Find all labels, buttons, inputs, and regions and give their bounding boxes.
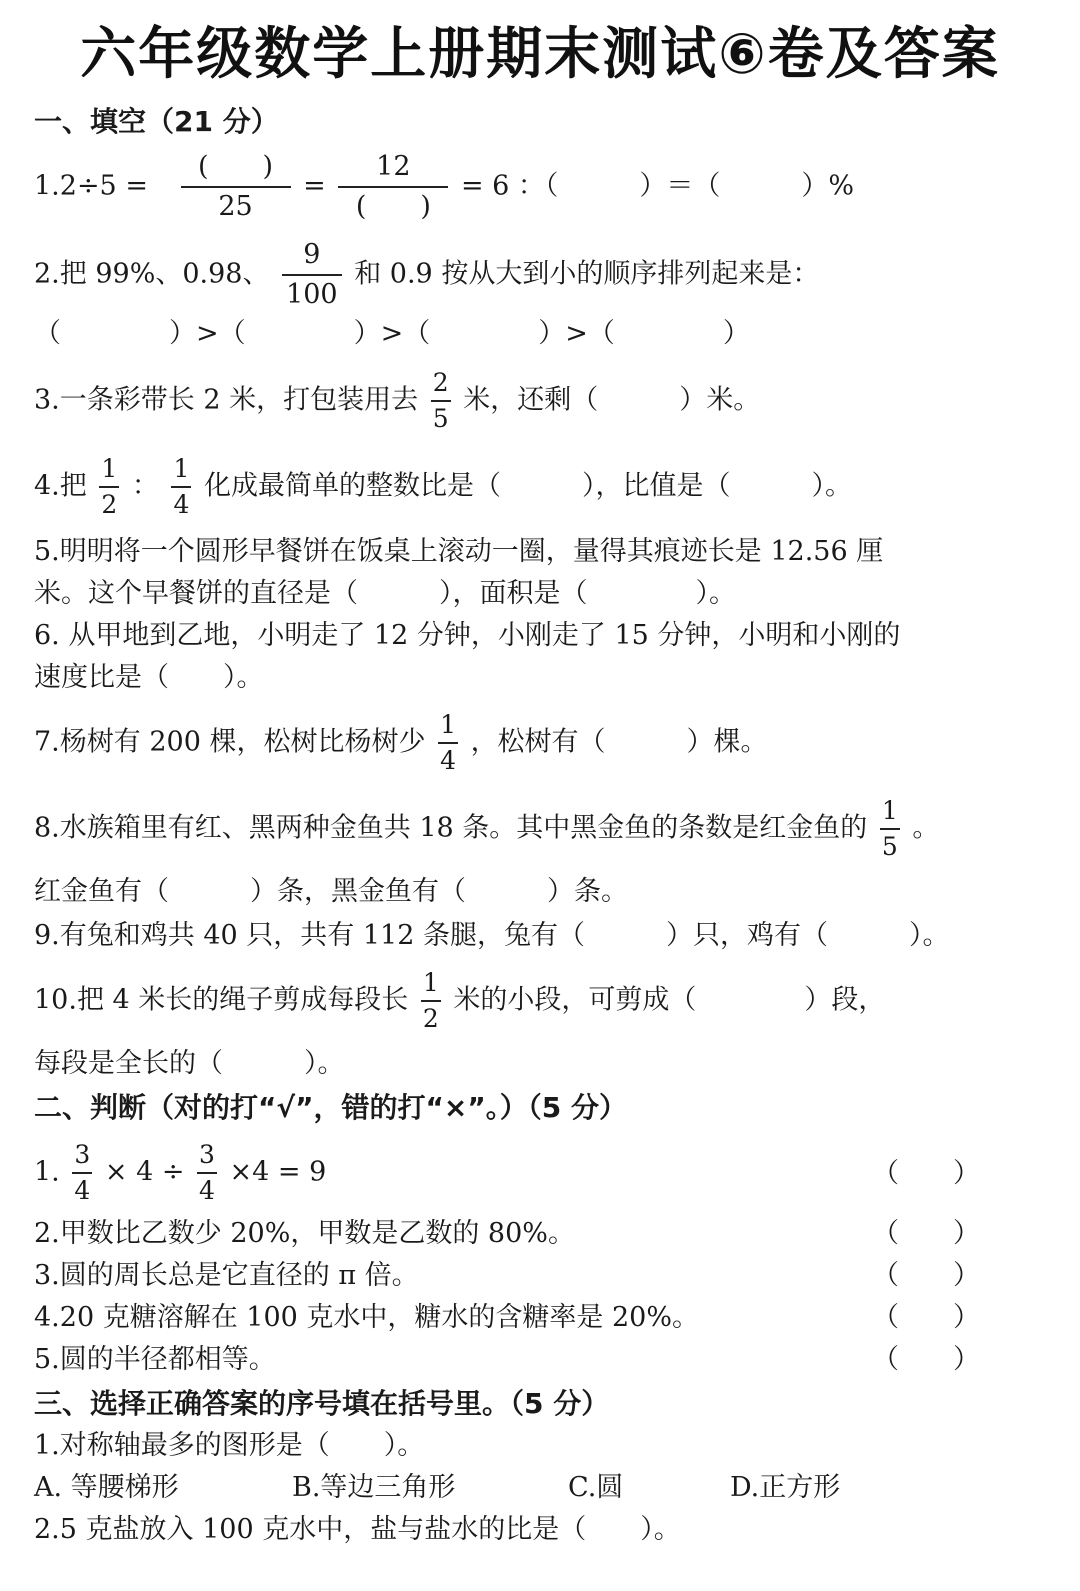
question-1-8: 8.水族箱里有红、黑两种金鱼共 18 条。其中黑金鱼的条数是红金鱼的 $\frac{1}{5}$ 。 — [34, 794, 1052, 864]
answer-blank: （ ） — [872, 1302, 980, 1333]
section3-heading: 三、选择正确答案的序号填在括号里。（5 分） — [34, 1387, 610, 1420]
page-title: 六年级数学上册期末测试⑥卷及答案 — [80, 22, 1000, 87]
question-1-8-line2: 红金鱼有（ ）条，黑金鱼有（ ）条。 — [34, 876, 628, 907]
fraction: $\frac{( )}{25}$ — [181, 148, 291, 226]
question-1-5-line2: 米。这个早餐饼的直径是（ ），面积是（ ）。 — [34, 578, 736, 609]
question-1-6-line2: 速度比是（ ）。 — [34, 662, 264, 693]
judge-item-2: 2.甲数比乙数少 20%，甲数是乙数的 80%。 （ ） — [34, 1216, 1052, 1252]
section2-heading: 二、判断（对的打“√”，错的打“×”。）（5 分） — [34, 1091, 627, 1124]
question-1-9: 9.有兔和鸡共 40 只，共有 112 条腿，兔有（ ）只，鸡有（ ）。 — [34, 920, 950, 951]
question-1-2: 2.把 99%、0.98、 $\frac{9}{100}$ 和 0.9 按从大到小的顺序排列起来是： — [34, 236, 1052, 314]
answer-blank: （ ） — [872, 1260, 980, 1291]
choice-question-2: 2.5 克盐放入 100 克水中，盐与盐水的比是（ ）。 — [34, 1514, 681, 1545]
question-1-7: 7.杨树有 200 棵，松树比杨树少 $\frac{1}{4}$ ，松树有（ ）棵。 — [34, 708, 1052, 778]
option-c: C.圆 — [568, 1472, 624, 1503]
fraction: $\frac{3}{4}$ — [199, 1140, 215, 1205]
question-1-5-line1: 5.明明将一个圆形早餐饼在饭桌上滚动一圈，量得其痕迹长是 12.56 厘 — [34, 536, 884, 567]
option-a: A. 等腰梯形 — [34, 1472, 179, 1503]
answer-blank: （ ） — [872, 1218, 980, 1249]
question-1-10: 10.把 4 米长的绳子剪成每段长 $\frac{1}{2}$ 米的小段，可剪成（ ）段， — [34, 966, 1052, 1036]
answer-blank: （ ） — [872, 1344, 980, 1375]
answer-blank: （ ） — [872, 1158, 980, 1189]
option-d: D.正方形 — [730, 1472, 841, 1503]
question-1-4: 4.把 $\frac{1}{2}$ ： $\frac{1}{4}$ 化成最简单的整数比是（ ），比值是（ ）。 — [34, 452, 1052, 522]
choice-question-1: 1.对称轴最多的图形是（ ）。 — [34, 1430, 425, 1461]
judge-item-5: 5.圆的半径都相等。 （ ） — [34, 1342, 1052, 1378]
fraction: $\frac{12}{( )}$ — [338, 148, 448, 226]
fraction: $\frac{9}{100}$ — [282, 236, 342, 314]
question-1-2-blanks: （ ）>（ ）>（ ）>（ ） — [34, 318, 750, 349]
section1-heading: 一、填空（21 分） — [34, 105, 279, 138]
judge-item-3: 3.圆的周长总是它直径的 π 倍。 （ ） — [34, 1258, 1052, 1294]
fraction: $\frac{1}{2}$ — [422, 968, 439, 1033]
fraction: $\frac{1}{4}$ — [440, 710, 456, 775]
question-1-10-line2: 每段是全长的（ ）。 — [34, 1048, 345, 1079]
fraction: $\frac{2}{5}$ — [432, 368, 449, 433]
question-1-6-line1: 6. 从甲地到乙地，小明走了 12 分钟，小刚走了 15 分钟，小明和小刚的 — [34, 620, 901, 651]
fraction: $\frac{1}{5}$ — [881, 796, 898, 861]
judge-item-4: 4.20 克糖溶解在 100 克水中，糖水的含糖率是 20%。 （ ） — [34, 1300, 1052, 1336]
fraction: $\frac{3}{4}$ — [74, 1140, 91, 1205]
judge-item-1: 1. $\frac{3}{4}$ × 4 ÷ $\frac{3}{4}$ ×4 = 9 （ ） — [34, 1138, 1052, 1208]
fraction: $\frac{1}{4}$ — [173, 454, 190, 519]
option-b: B.等边三角形 — [292, 1472, 456, 1503]
question-1-3: 3.一条彩带长 2 米，打包装用去 $\frac{2}{5}$ 米，还剩（ ）米。 — [34, 366, 1052, 436]
fraction: $\frac{1}{2}$ — [101, 454, 118, 519]
question-1-1: 1.2÷5 = $\frac{( )}{25}$ = $\frac{12}{( )}$ = 6 ：（ ）＝（ ）% — [34, 148, 1052, 226]
